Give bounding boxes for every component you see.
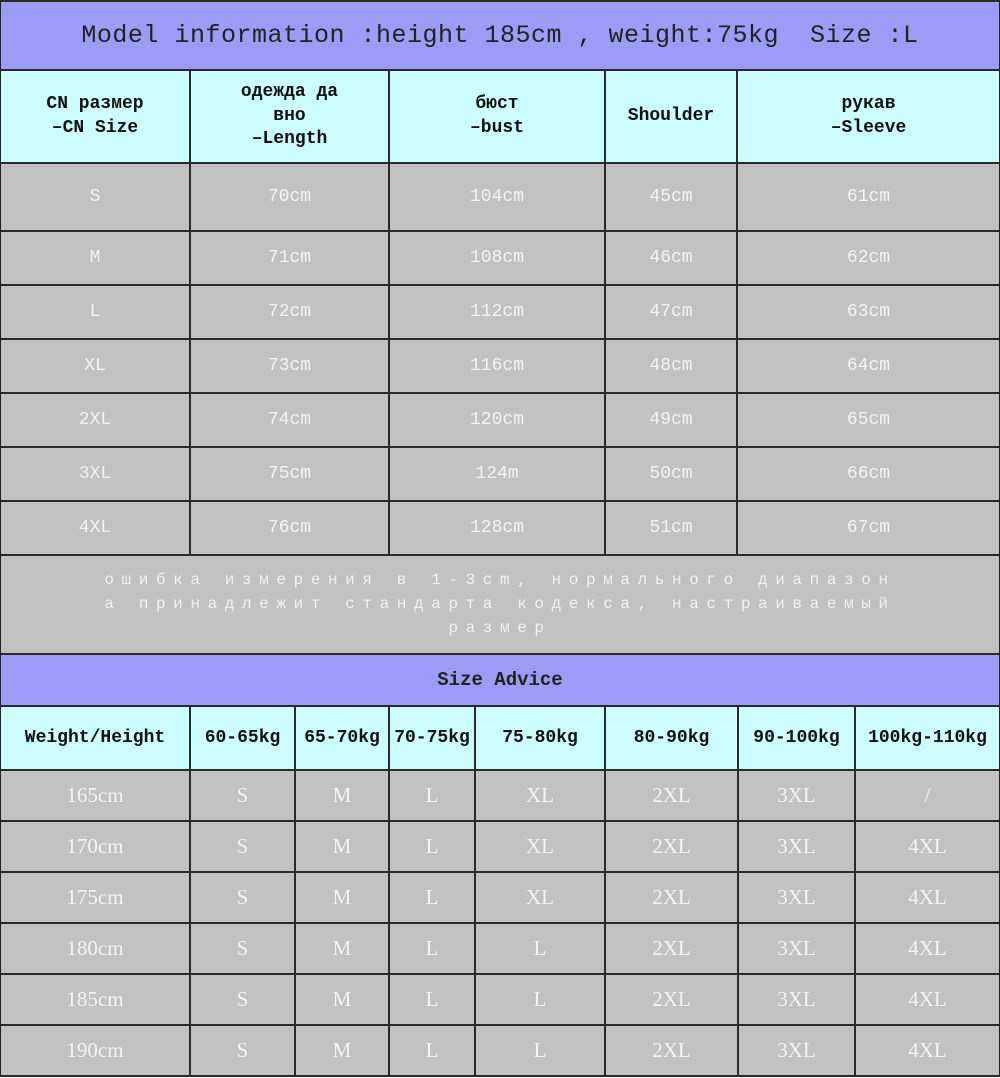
- size-cell-bust: 104cm: [390, 164, 606, 230]
- size-cell-size: S: [1, 164, 191, 230]
- size-cell-shoulder: 50cm: [606, 448, 738, 500]
- size-cell-sleeve: 61cm: [846, 187, 891, 207]
- size-table-row: [1, 502, 999, 556]
- advice-cell-size: M: [296, 873, 390, 922]
- size-table-row: [1, 286, 999, 340]
- size-cell-bust: 108cm: [390, 232, 606, 284]
- advice-cell-size: 3XL: [739, 975, 856, 1024]
- advice-cell-size: M: [296, 975, 390, 1024]
- advice-header-weight-range: 80-90kg: [606, 707, 739, 769]
- size-table-header: [1, 71, 999, 164]
- size-cell-sleeve: 65cm: [846, 410, 891, 430]
- advice-cell-size: L: [476, 1026, 606, 1075]
- size-cell-length: 73cm: [191, 340, 390, 392]
- size-table-row: [1, 340, 999, 394]
- advice-cell-size: 3XL: [739, 873, 856, 922]
- advice-cell-size: L: [390, 975, 476, 1024]
- advice-cell-height: 170cm: [1, 822, 191, 871]
- model-info-text: Model information :height 185cm , weight:75kg Size :L: [81, 21, 919, 50]
- size-advice-banner: [1, 655, 999, 707]
- advice-header-weight-range: 90-100kg: [739, 707, 856, 769]
- advice-cell-size: 4XL: [908, 987, 947, 1011]
- advice-header-weight-range: 75-80kg: [476, 707, 606, 769]
- advice-cell-size: 3XL: [739, 924, 856, 973]
- size-cell-length: 76cm: [191, 502, 390, 554]
- size-cell-size: M: [1, 232, 191, 284]
- size-cell-bust: 124m: [390, 448, 606, 500]
- header-cn-size: CN размер –CN Size: [1, 71, 191, 162]
- advice-cell-size: L: [476, 975, 606, 1024]
- size-cell-shoulder: 51cm: [606, 502, 738, 554]
- size-cell-shoulder: 48cm: [606, 340, 738, 392]
- size-cell-length: 74cm: [191, 394, 390, 446]
- advice-table-row: [1, 822, 999, 873]
- advice-cell-size: 2XL: [606, 924, 739, 973]
- advice-cell-size: 4XL: [908, 885, 947, 909]
- size-cell-shoulder: 46cm: [606, 232, 738, 284]
- advice-table-body: [1, 771, 999, 1077]
- advice-cell-size: S: [191, 822, 296, 871]
- advice-cell-size: L: [476, 924, 606, 973]
- advice-cell-size: 4XL: [908, 834, 947, 858]
- advice-cell-size: XL: [476, 771, 606, 820]
- advice-table-header: [1, 707, 999, 771]
- size-advice-title: Size Advice: [437, 669, 563, 691]
- header-shoulder: Shoulder: [606, 71, 738, 162]
- size-table-row: [1, 448, 999, 502]
- size-cell-bust: 120cm: [390, 394, 606, 446]
- size-cell-size: XL: [1, 340, 191, 392]
- size-table-body: [1, 164, 999, 556]
- advice-cell-size: S: [191, 975, 296, 1024]
- model-info-banner: [1, 0, 999, 71]
- advice-cell-size: 2XL: [606, 975, 739, 1024]
- advice-header-weight-range: 60-65kg: [191, 707, 296, 769]
- advice-cell-size: 2XL: [606, 1026, 739, 1075]
- header-length: одежда да вно –Length: [191, 71, 390, 162]
- size-cell-length: 71cm: [191, 232, 390, 284]
- advice-cell-size: 3XL: [739, 1026, 856, 1075]
- advice-cell-size: L: [390, 771, 476, 820]
- advice-cell-size: 4XL: [908, 936, 947, 960]
- size-cell-shoulder: 45cm: [606, 164, 738, 230]
- size-cell-sleeve: 63cm: [846, 302, 891, 322]
- size-cell-length: 70cm: [191, 164, 390, 230]
- advice-cell-size: XL: [476, 822, 606, 871]
- size-cell-shoulder: 49cm: [606, 394, 738, 446]
- advice-cell-size: S: [191, 873, 296, 922]
- advice-cell-size: M: [296, 924, 390, 973]
- note-line-3: размер: [448, 619, 552, 637]
- advice-cell-height: 190cm: [1, 1026, 191, 1075]
- size-cell-sleeve: 67cm: [846, 518, 891, 538]
- size-table-row: [1, 394, 999, 448]
- advice-header-weight-height: Weight/Height: [1, 707, 191, 769]
- advice-header-weight-range: 100kg-110kg: [868, 728, 987, 748]
- advice-table-row: [1, 1026, 999, 1077]
- advice-table-row: [1, 975, 999, 1026]
- size-table-row: [1, 164, 999, 232]
- advice-cell-size: S: [191, 924, 296, 973]
- advice-cell-height: 165cm: [1, 771, 191, 820]
- advice-cell-size: 3XL: [739, 771, 856, 820]
- advice-cell-size: L: [390, 1026, 476, 1075]
- size-table-row: [1, 232, 999, 286]
- advice-cell-height: 185cm: [1, 975, 191, 1024]
- advice-cell-size: L: [390, 873, 476, 922]
- size-cell-sleeve: 66cm: [846, 464, 891, 484]
- size-cell-sleeve: 62cm: [846, 248, 891, 268]
- size-cell-length: 75cm: [191, 448, 390, 500]
- advice-table-row: [1, 771, 999, 822]
- advice-cell-size: S: [191, 1026, 296, 1075]
- advice-cell-size: 4XL: [908, 1038, 947, 1062]
- advice-cell-size: S: [191, 771, 296, 820]
- size-cell-sleeve: 64cm: [846, 356, 891, 376]
- size-cell-bust: 128cm: [390, 502, 606, 554]
- size-cell-shoulder: 47cm: [606, 286, 738, 338]
- size-cell-size: 4XL: [1, 502, 191, 554]
- advice-cell-size: M: [296, 1026, 390, 1075]
- advice-header-weight-range: 70-75kg: [390, 707, 476, 769]
- header-bust: бюст –bust: [390, 71, 606, 162]
- advice-cell-size: 2XL: [606, 771, 739, 820]
- advice-cell-size: 3XL: [739, 822, 856, 871]
- header-sleeve: рукав –Sleeve: [830, 94, 907, 138]
- size-cell-size: 3XL: [1, 448, 191, 500]
- size-cell-size: 2XL: [1, 394, 191, 446]
- size-cell-length: 72cm: [191, 286, 390, 338]
- advice-cell-size: 2XL: [606, 822, 739, 871]
- advice-cell-size: L: [390, 924, 476, 973]
- note-line-2: а принадлежит стандарта кодекса, настраиваемый: [104, 595, 896, 613]
- advice-table-row: [1, 873, 999, 924]
- advice-cell-size: M: [296, 822, 390, 871]
- measurement-note: [1, 556, 999, 655]
- advice-header-weight-range: 65-70kg: [296, 707, 390, 769]
- advice-cell-size: 2XL: [606, 873, 739, 922]
- advice-cell-height: 180cm: [1, 924, 191, 973]
- size-cell-bust: 116cm: [390, 340, 606, 392]
- note-line-1: ошибка измерения в 1-3cm, нормального диапазон: [104, 571, 896, 589]
- advice-cell-size: XL: [476, 873, 606, 922]
- size-cell-bust: 112cm: [390, 286, 606, 338]
- advice-table-row: [1, 924, 999, 975]
- size-cell-size: L: [1, 286, 191, 338]
- advice-cell-size: M: [296, 771, 390, 820]
- advice-cell-height: 175cm: [1, 873, 191, 922]
- advice-cell-size: L: [390, 822, 476, 871]
- advice-cell-size: /: [924, 783, 931, 807]
